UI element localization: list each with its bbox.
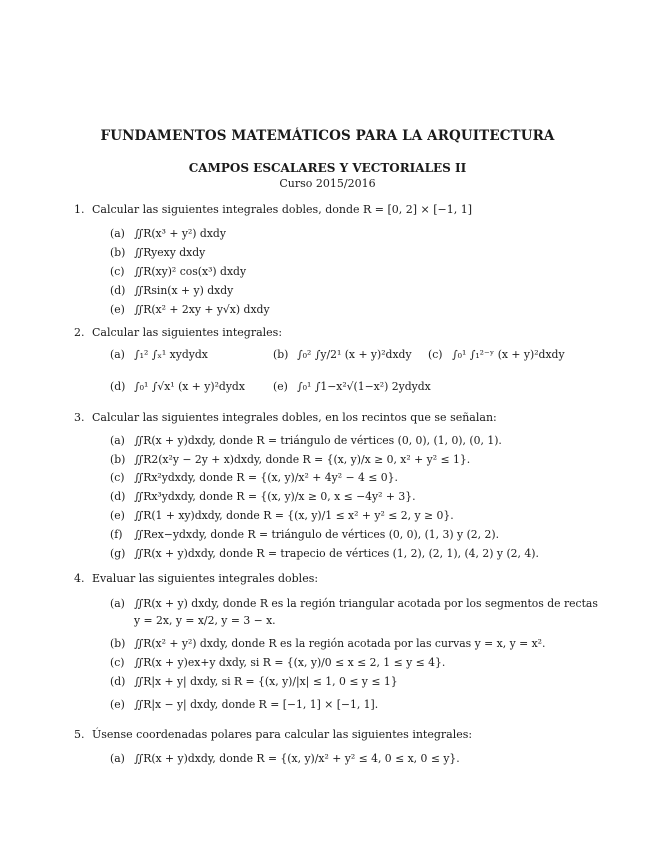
math-expression: ∫₀¹ ∫√x¹ (x + y)²dydx — [134, 380, 245, 393]
math-expression: ∬R(xy)² cos(x³) dxdy — [134, 265, 247, 278]
math-expression: ∫₁² ∫ₓ¹ xydydx — [134, 348, 208, 361]
math-expression: ∬R(x³ + y²) dxdy — [134, 227, 226, 240]
math-expression: ∬R(x + y)dxdy, donde R = {(x, y)/x² + y² ≤ 4, 0 ≤ x, 0 ≤ y}. — [134, 752, 460, 765]
q3-item-b: (b) ∬R2(x²y − 2y + x)dxdy, donde R = {(x, y)/x ≥ 0, x² + y² ≤ 1}. — [110, 453, 471, 466]
document-title: FUNDAMENTOS MATEMÁTICOS PARA LA ARQUITECTURA — [100, 128, 555, 144]
question-4 — [74, 572, 319, 585]
question-number: 3. — [74, 411, 85, 424]
q3-item-c: (c) ∬Rx²ydxdy, donde R = {(x, y)/x² + 4y² − 4 ≤ 0}. — [110, 471, 398, 484]
math-expression: ∬R|x − y| dxdy, donde R = [−1, 1] × [−1, 1]. — [134, 698, 379, 711]
math-expression: ∬Rex−ydxdy, donde R = triángulo de vértices (0, 0), (1, 3) y (2, 2). — [134, 528, 500, 541]
math-expression: ∬R(x² + y²) dxdy, donde R es la región acotada por las curvas y = x, y = x². — [134, 637, 546, 650]
q4-item-b: (b) ∬R(x² + y²) dxdy, donde R es la región acotada por las curvas y = x, y = x². — [110, 637, 546, 650]
math-expression: ∬R(x + y)ex+y dxdy, si R = {(x, y)/0 ≤ x ≤ 2, 1 ≤ y ≤ 4}. — [134, 656, 446, 669]
math-expression: y = 2x, y = x/2, y = 3 − x. — [134, 614, 276, 627]
q4-item-a-continued — [134, 614, 276, 627]
math-expression: ∬R(x² + 2xy + y√x) dxdy — [134, 303, 270, 316]
math-expression: ∬R(1 + xy)dxdy, donde R = {(x, y)/1 ≤ x² + y² ≤ 2, y ≥ 0}. — [134, 509, 454, 522]
math-expression: ∫₀¹ ∫1−x²√(1−x²) 2ydydx — [297, 380, 431, 393]
question-5 — [74, 728, 473, 741]
math-expression: ∬R(x + y)dxdy, donde R = triángulo de vértices (0, 0), (1, 0), (0, 1). — [134, 434, 502, 447]
q3-item-a: (a) ∬R(x + y)dxdy, donde R = triángulo de vértices (0, 0), (1, 0), (0, 1). — [110, 434, 502, 447]
course-year: Curso 2015/2016 — [279, 177, 376, 190]
q5-item-a: (a) ∬R(x + y)dxdy, donde R = {(x, y)/x² + y² ≤ 4, 0 ≤ x, 0 ≤ y}. — [110, 752, 460, 765]
math-expression: ∬Rx³ydxdy, donde R = {(x, y)/x ≥ 0, x ≤ −4y² + 3}. — [134, 490, 416, 503]
q1-item-c: (c) ∬R(xy)² cos(x³) dxdy — [110, 265, 247, 278]
q1-item-d: (d) ∬Rsin(x + y) dxdy — [110, 284, 234, 297]
q4-item-c: (c) ∬R(x + y)ex+y dxdy, si R = {(x, y)/0 ≤ x ≤ 2, 1 ≤ y ≤ 4}. — [110, 656, 446, 669]
q4-item-a: (a) ∬R(x + y) dxdy, donde R es la región triangular acotada por los segmentos de rectas — [110, 597, 598, 610]
q3-item-g: (g) ∬R(x + y)dxdy, donde R = trapecio de vértices (1, 2), (2, 1), (4, 2) y (2, 4). — [110, 547, 539, 560]
q1-item-e: (e) ∬R(x² + 2xy + y√x) dxdy — [110, 303, 270, 316]
question-number: 1. — [74, 203, 85, 216]
question-3 — [74, 411, 497, 424]
math-expression: ∬Rx²ydxdy, donde R = {(x, y)/x² + 4y² − 4 ≤ 0}. — [134, 471, 398, 484]
question-text: Calcular las siguientes integrales dobles, en los recintos que se señalan: — [92, 411, 497, 424]
math-expression: ∫₀² ∫y/2¹ (x + y)²dxdy — [297, 348, 412, 361]
math-expression: ∬R2(x²y − 2y + x)dxdy, donde R = {(x, y)/x ≥ 0, x² + y² ≤ 1}. — [134, 453, 471, 466]
q2-item-b: (b) ∫₀² ∫y/2¹ (x + y)²dxdy — [273, 348, 412, 361]
q4-item-d: (d) ∬R|x + y| dxdy, si R = {(x, y)/|x| ≤ 1, 0 ≤ y ≤ 1} — [110, 675, 398, 688]
q2-item-d: (d) ∫₀¹ ∫√x¹ (x + y)²dydx — [110, 380, 245, 393]
question-1 — [74, 203, 473, 216]
q3-item-f: (f) ∬Rex−ydxdy, donde R = triángulo de vértices (0, 0), (1, 3) y (2, 2). — [110, 528, 500, 541]
question-text: Evaluar las siguientes integrales dobles: — [92, 572, 319, 585]
q4-item-e: (e) ∬R|x − y| dxdy, donde R = [−1, 1] × [−1, 1]. — [110, 698, 379, 711]
q2-item-e: (e) ∫₀¹ ∫1−x²√(1−x²) 2ydydx — [273, 380, 431, 393]
document-subtitle: CAMPOS ESCALARES Y VECTORIALES II — [188, 161, 467, 175]
q2-item-a: (a) ∫₁² ∫ₓ¹ xydydx — [110, 348, 208, 361]
q3-item-d: (d) ∬Rx³ydxdy, donde R = {(x, y)/x ≥ 0, x ≤ −4y² + 3}. — [110, 490, 416, 503]
q2-item-c: (c) ∫₀¹ ∫₁²⁻ʸ (x + y)²dxdy — [428, 348, 565, 361]
question-2 — [74, 326, 283, 339]
q3-item-e: (e) ∬R(1 + xy)dxdy, donde R = {(x, y)/1 ≤ x² + y² ≤ 2, y ≥ 0}. — [110, 509, 454, 522]
question-text: Úsense coordenadas polares para calcular las siguientes integrales: — [92, 728, 473, 741]
question-text: Calcular las siguientes integrales dobles, donde R = [0, 2] × [−1, 1] — [92, 203, 473, 216]
question-number: 4. — [74, 572, 85, 585]
question-text: Calcular las siguientes integrales: — [92, 326, 283, 339]
math-expression: ∬Ryexy dxdy — [134, 246, 206, 259]
math-expression: ∬R|x + y| dxdy, si R = {(x, y)/|x| ≤ 1, 0 ≤ y ≤ 1} — [134, 675, 398, 688]
q1-item-b: (b) ∬Ryexy dxdy — [110, 246, 206, 259]
math-expression: ∫₀¹ ∫₁²⁻ʸ (x + y)²dxdy — [452, 348, 565, 361]
question-number: 5. — [74, 728, 85, 741]
question-number: 2. — [74, 326, 85, 339]
math-expression: ∬R(x + y)dxdy, donde R = trapecio de vértices (1, 2), (2, 1), (4, 2) y (2, 4). — [134, 547, 539, 560]
math-expression: ∬Rsin(x + y) dxdy — [134, 284, 234, 297]
q1-item-a: (a) ∬R(x³ + y²) dxdy — [110, 227, 226, 240]
math-expression: ∬R(x + y) dxdy, donde R es la región triangular acotada por los segmentos de rectas — [134, 597, 598, 610]
